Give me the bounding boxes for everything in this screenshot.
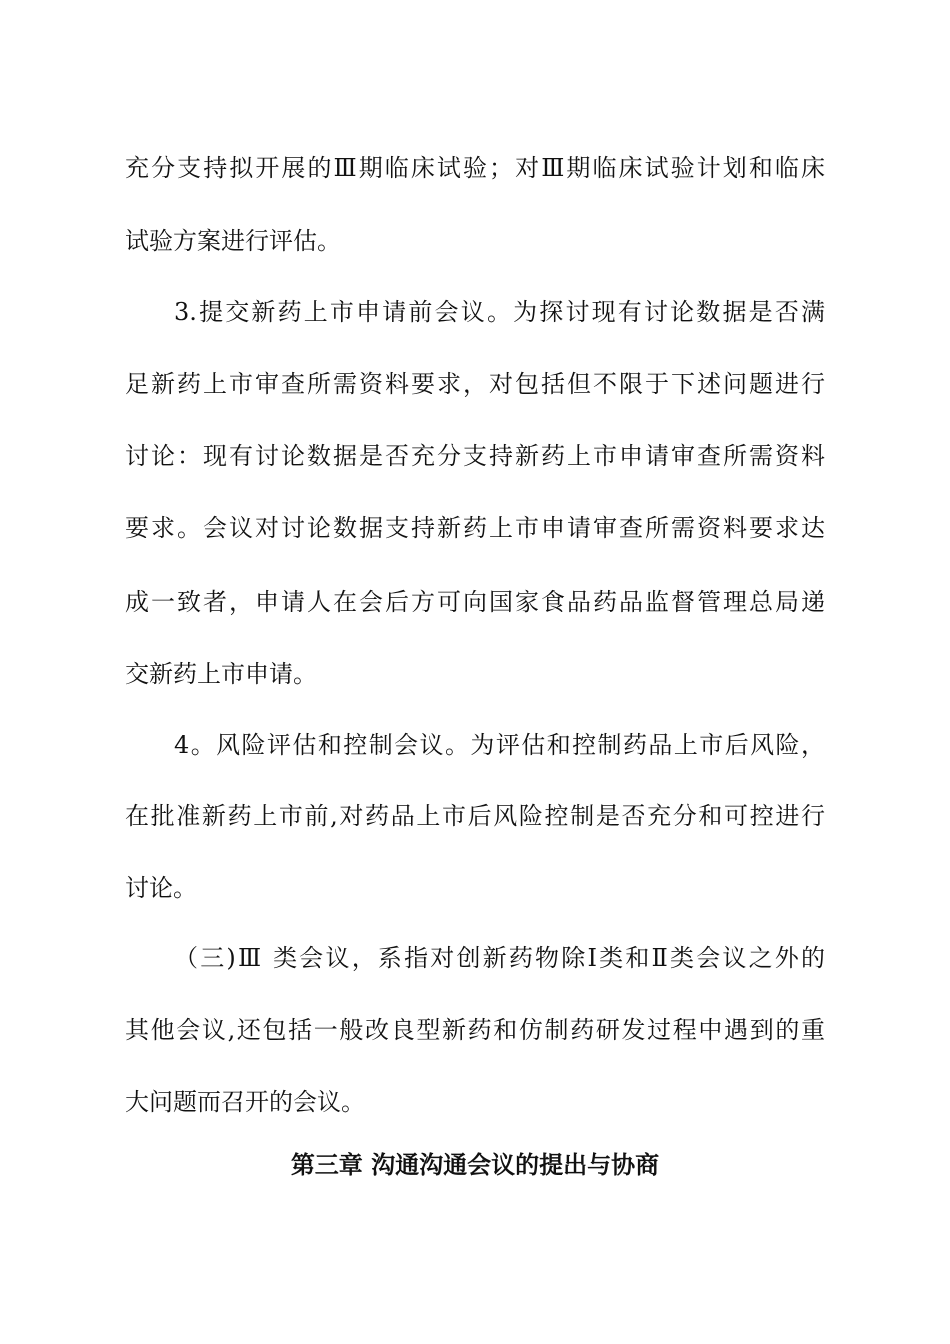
paragraph-line: 成一致者，申请人在会后方可向国家食品药品监督管理总局递	[125, 588, 825, 616]
paragraph-line: 大问题而召开的会议。	[125, 1088, 365, 1116]
paragraph-line: 3.提交新药上市申请前会议。为探讨现有讨论数据是否满	[174, 298, 825, 326]
paragraph-line: 试验方案进行评估。	[125, 227, 341, 255]
paragraph-line: 足新药上市审查所需资料要求，对包括但不限于下述问题进行	[125, 370, 825, 398]
paragraph-line: 讨论：现有讨论数据是否充分支持新药上市申请审查所需资料	[125, 442, 825, 470]
paragraph-line: 4。风险评估和控制会议。为评估和控制药品上市后风险，	[174, 731, 825, 759]
chapter-heading: 第三章 沟通沟通会议的提出与协商	[290, 1150, 660, 1179]
paragraph-line: 交新药上市申请。	[125, 660, 317, 688]
paragraph-line: 在批准新药上市前,对药品上市后风险控制是否充分和可控进行	[125, 802, 825, 830]
paragraph-line: （三)Ⅲ 类会议，系指对创新药物除Ⅰ类和Ⅱ类会议之外的	[174, 944, 825, 972]
paragraph-line: 其他会议,还包括一般改良型新药和仿制药研发过程中遇到的重	[125, 1016, 825, 1044]
paragraph-line: 充分支持拟开展的Ⅲ期临床试验；对Ⅲ期临床试验计划和临床	[125, 154, 825, 182]
paragraph-line: 要求。会议对讨论数据支持新药上市申请审查所需资料要求达	[125, 514, 825, 542]
paragraph-line: 讨论。	[125, 874, 197, 902]
